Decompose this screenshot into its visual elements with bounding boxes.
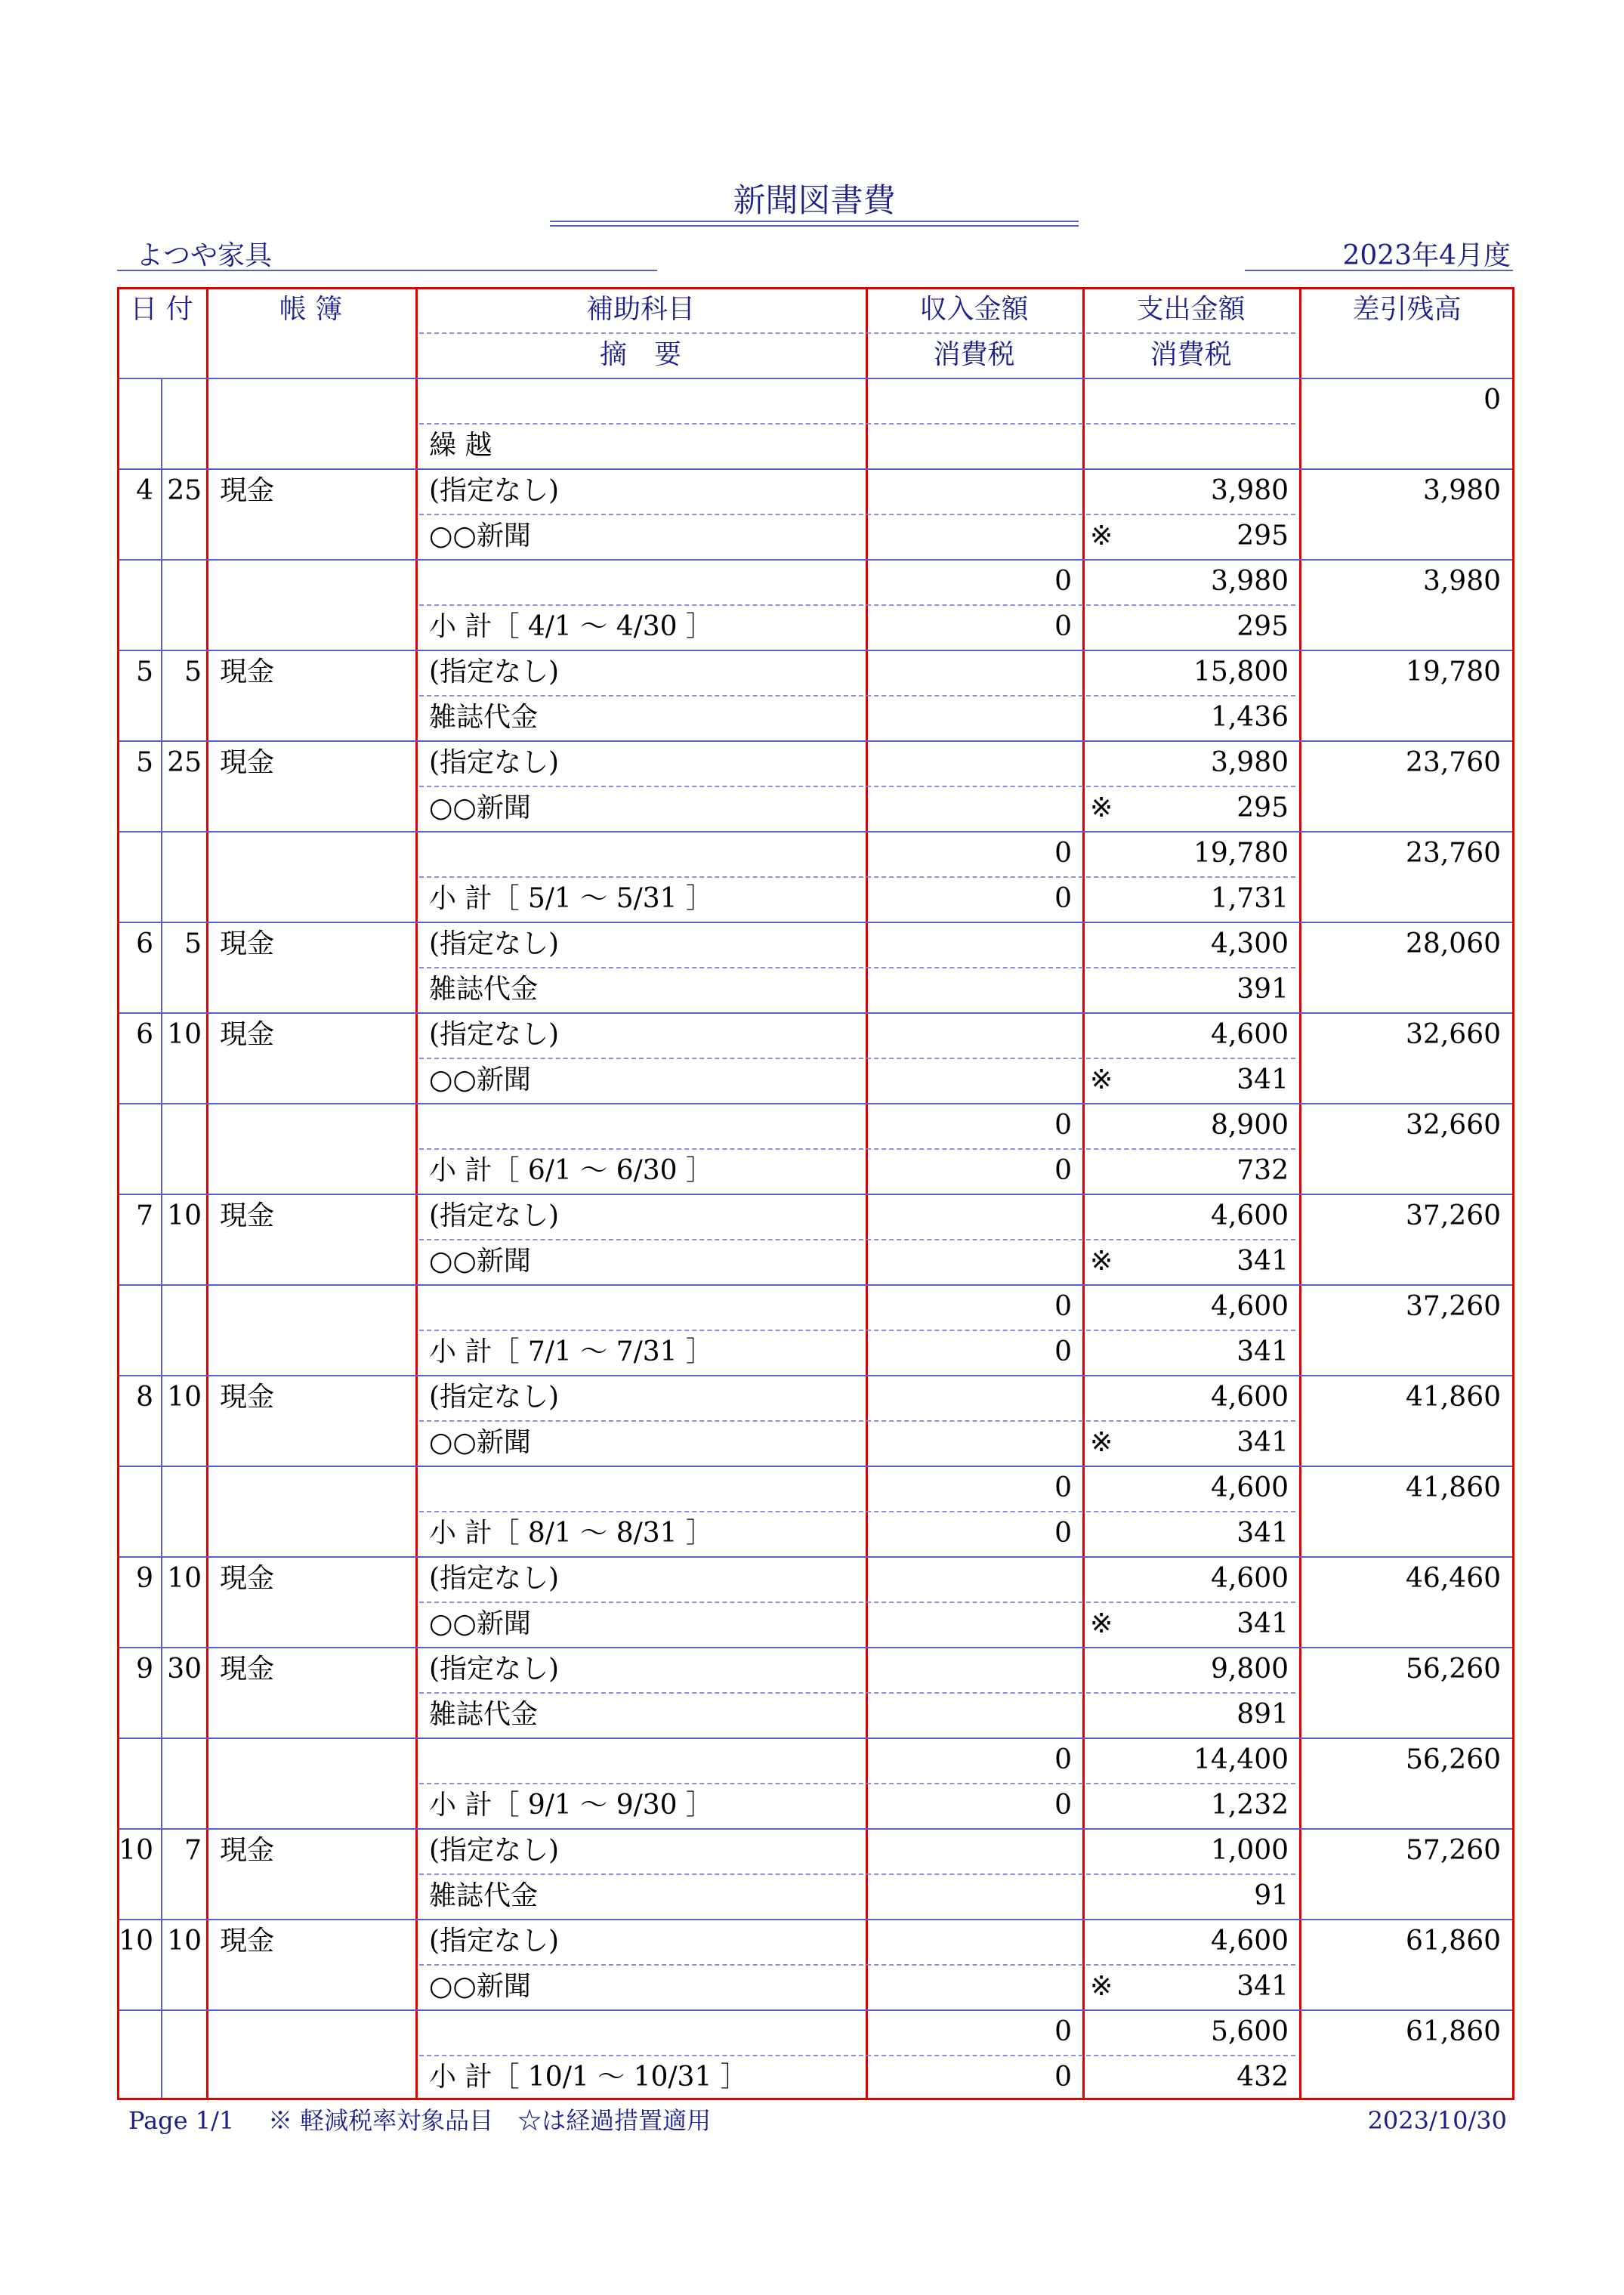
date-month: 6	[136, 928, 153, 959]
memo-text: 小 計［ 4/1 ～ 4/30 ］	[429, 611, 713, 642]
header-expense-tax: 消費税	[1150, 339, 1232, 370]
expense-tax: 341	[1237, 1064, 1289, 1095]
date-day: 10	[167, 1200, 202, 1231]
memo-text: ○○新聞	[429, 1064, 531, 1095]
book-name: 現金	[220, 1926, 275, 1957]
memo-text: 繰 越	[429, 430, 492, 461]
date-month: 5	[136, 747, 153, 778]
expense-amount: 4,600	[1210, 1563, 1289, 1594]
memo-text: 小 計［ 8/1 ～ 8/31 ］	[429, 1518, 713, 1549]
book-name: 現金	[220, 1835, 275, 1866]
ledger-table	[117, 287, 1514, 2100]
income-amount: 0	[1054, 1291, 1072, 1322]
memo-text: 小 計［ 9/1 ～ 9/30 ］	[429, 1790, 713, 1821]
expense-amount: 4,600	[1210, 1472, 1289, 1503]
balance-amount: 37,260	[1406, 1200, 1501, 1231]
reduced-tax-mark: ※	[1090, 1064, 1113, 1095]
date-month: 10	[119, 1835, 153, 1866]
expense-amount: 1,000	[1210, 1835, 1289, 1866]
expense-tax: 91	[1254, 1880, 1289, 1911]
date-month: 7	[136, 1200, 153, 1231]
memo-text: ○○新聞	[429, 520, 531, 551]
expense-tax: 295	[1237, 792, 1289, 823]
subaccount-text: (指定なし)	[429, 928, 560, 959]
balance-amount: 37,260	[1406, 1291, 1501, 1322]
expense-amount: 4,600	[1210, 1200, 1289, 1231]
income-tax: 0	[1054, 2062, 1072, 2093]
date-day: 25	[167, 747, 202, 778]
expense-amount: 3,980	[1210, 566, 1289, 597]
expense-tax: 295	[1237, 520, 1289, 551]
memo-text: ○○新聞	[429, 792, 531, 823]
expense-amount: 9,800	[1210, 1654, 1289, 1685]
book-name: 現金	[220, 475, 275, 506]
balance-amount: 61,860	[1406, 1926, 1501, 1957]
expense-amount: 14,400	[1193, 1744, 1289, 1775]
expense-amount: 4,600	[1210, 1019, 1289, 1050]
date-month: 8	[136, 1382, 153, 1413]
footer-date: 2023/10/30	[1367, 2106, 1507, 2135]
date-day: 30	[167, 1654, 202, 1685]
date-month: 4	[136, 475, 153, 506]
date-day: 25	[167, 475, 202, 506]
expense-tax: 1,731	[1210, 883, 1289, 914]
balance-amount: 41,860	[1406, 1382, 1501, 1413]
title-underline	[550, 225, 1079, 227]
balance-amount: 41,860	[1406, 1472, 1501, 1503]
income-amount: 0	[1054, 1472, 1072, 1503]
date-month: 6	[136, 1019, 153, 1050]
balance-amount: 23,760	[1406, 747, 1501, 778]
reduced-tax-mark: ※	[1090, 1427, 1113, 1458]
company-name: よつや家具	[136, 240, 273, 271]
book-name: 現金	[220, 1563, 275, 1594]
date-month: 9	[136, 1563, 153, 1594]
balance-amount: 28,060	[1406, 928, 1501, 959]
reduced-tax-mark: ※	[1090, 1971, 1113, 2002]
header-subaccount: 補助科目	[585, 294, 695, 325]
date-day: 5	[184, 656, 202, 687]
header-book: 帳 簿	[279, 294, 343, 325]
header-expense: 支出金額	[1136, 294, 1246, 325]
memo-text: 雑誌代金	[429, 1880, 539, 1911]
expense-tax: 432	[1237, 2062, 1289, 2093]
memo-text: 小 計［ 5/1 ～ 5/31 ］	[429, 883, 713, 914]
expense-tax: 891	[1237, 1699, 1289, 1730]
expense-tax: 341	[1237, 1971, 1289, 2002]
date-day: 10	[167, 1563, 202, 1594]
expense-tax: 341	[1237, 1336, 1289, 1367]
expense-amount: 4,300	[1210, 928, 1289, 959]
expense-amount: 4,600	[1210, 1291, 1289, 1322]
income-tax: 0	[1054, 1336, 1072, 1367]
income-tax: 0	[1054, 1155, 1072, 1186]
expense-tax: 732	[1237, 1155, 1289, 1186]
page-title: 新聞図書費	[733, 182, 896, 220]
subaccount-text: (指定なし)	[429, 1382, 560, 1413]
subaccount-text: (指定なし)	[429, 656, 560, 687]
table-frame	[117, 287, 1514, 2100]
date-day: 10	[167, 1926, 202, 1957]
memo-text: ○○新聞	[429, 1246, 531, 1277]
balance-amount: 3,980	[1422, 475, 1501, 506]
expense-amount: 4,600	[1210, 1382, 1289, 1413]
expense-amount: 8,900	[1210, 1110, 1289, 1141]
memo-text: 小 計［ 10/1 ～ 10/31 ］	[429, 2062, 748, 2093]
date-month: 9	[136, 1654, 153, 1685]
footer-note: ※ 軽減税率対象品目 ☆は経過措置適用	[268, 2106, 712, 2135]
expense-tax: 295	[1237, 611, 1289, 642]
expense-amount: 3,980	[1210, 747, 1289, 778]
expense-amount: 4,600	[1210, 1926, 1289, 1957]
book-name: 現金	[220, 1654, 275, 1685]
header-income: 収入金額	[919, 294, 1029, 325]
subaccount-text: (指定なし)	[429, 747, 560, 778]
memo-text: ○○新聞	[429, 1427, 531, 1458]
subaccount-text: (指定なし)	[429, 1200, 560, 1231]
income-amount: 0	[1054, 1110, 1072, 1141]
book-name: 現金	[220, 1382, 275, 1413]
book-name: 現金	[220, 747, 275, 778]
header-date: 日 付	[130, 294, 193, 325]
memo-text: ○○新聞	[429, 1608, 531, 1639]
income-tax: 0	[1054, 1790, 1072, 1821]
book-name: 現金	[220, 928, 275, 959]
subaccount-text: (指定なし)	[429, 1926, 560, 1957]
header-income-tax: 消費税	[933, 339, 1015, 370]
subaccount-text: (指定なし)	[429, 1654, 560, 1685]
company-underline	[117, 270, 657, 271]
memo-text: 雑誌代金	[429, 974, 539, 1005]
income-amount: 0	[1054, 566, 1072, 597]
book-name: 現金	[220, 1019, 275, 1050]
period-underline	[1245, 270, 1513, 271]
book-name: 現金	[220, 656, 275, 687]
reduced-tax-mark: ※	[1090, 520, 1113, 551]
footer-page-number: Page 1/1	[128, 2106, 235, 2135]
income-tax: 0	[1054, 1518, 1072, 1549]
balance-amount: 61,860	[1406, 2016, 1501, 2047]
balance-amount: 3,980	[1422, 566, 1501, 597]
income-amount: 0	[1054, 1744, 1072, 1775]
balance-amount: 46,460	[1406, 1563, 1501, 1594]
header-balance: 差引残高	[1352, 294, 1462, 325]
expense-tax: 341	[1237, 1608, 1289, 1639]
date-day: 10	[167, 1382, 202, 1413]
expense-tax: 1,232	[1210, 1790, 1289, 1821]
report-period: 2023年4月度	[1342, 240, 1511, 271]
expense-tax: 341	[1237, 1518, 1289, 1549]
expense-tax: 391	[1237, 974, 1289, 1005]
expense-tax: 1,436	[1210, 702, 1289, 733]
balance-amount: 19,780	[1406, 656, 1501, 687]
subaccount-text: (指定なし)	[429, 1835, 560, 1866]
reduced-tax-mark: ※	[1090, 1608, 1113, 1639]
date-day: 7	[184, 1835, 202, 1866]
reduced-tax-mark: ※	[1090, 792, 1113, 823]
income-amount: 0	[1054, 838, 1072, 869]
income-tax: 0	[1054, 883, 1072, 914]
subaccount-text: (指定なし)	[429, 475, 560, 506]
balance-amount: 56,260	[1406, 1744, 1501, 1775]
balance-amount: 0	[1484, 385, 1501, 415]
balance-amount: 57,260	[1406, 1835, 1501, 1866]
balance-amount: 32,660	[1406, 1019, 1501, 1050]
balance-amount: 32,660	[1406, 1110, 1501, 1141]
expense-tax: 341	[1237, 1246, 1289, 1277]
income-tax: 0	[1054, 611, 1072, 642]
date-day: 10	[167, 1019, 202, 1050]
memo-text: 小 計［ 6/1 ～ 6/30 ］	[429, 1155, 713, 1186]
expense-amount: 15,800	[1193, 656, 1289, 687]
reduced-tax-mark: ※	[1090, 1246, 1113, 1277]
memo-text: 雑誌代金	[429, 702, 539, 733]
expense-tax: 341	[1237, 1427, 1289, 1458]
header-memo: 摘 要	[599, 339, 681, 370]
book-name: 現金	[220, 1200, 275, 1231]
subaccount-text: (指定なし)	[429, 1019, 560, 1050]
date-month: 10	[119, 1926, 153, 1957]
balance-amount: 23,760	[1406, 838, 1501, 869]
title-underline	[550, 221, 1079, 222]
income-amount: 0	[1054, 2016, 1072, 2047]
memo-text: 小 計［ 7/1 ～ 7/31 ］	[429, 1336, 713, 1367]
date-day: 5	[184, 928, 202, 959]
memo-text: ○○新聞	[429, 1971, 531, 2002]
subaccount-text: (指定なし)	[429, 1563, 560, 1594]
memo-text: 雑誌代金	[429, 1699, 539, 1730]
expense-amount: 5,600	[1210, 2016, 1289, 2047]
expense-amount: 3,980	[1210, 475, 1289, 506]
date-month: 5	[136, 656, 153, 687]
expense-amount: 19,780	[1193, 838, 1289, 869]
balance-amount: 56,260	[1406, 1654, 1501, 1685]
